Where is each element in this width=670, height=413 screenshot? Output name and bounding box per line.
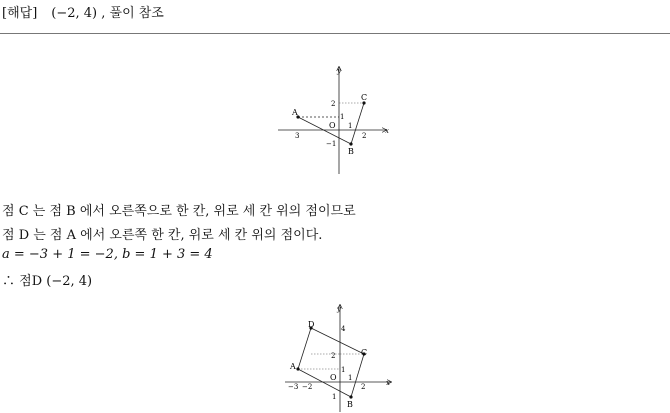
label-A: A [292, 108, 298, 117]
point-A [296, 367, 299, 370]
segment-DA [298, 328, 311, 369]
label-A: A [290, 362, 296, 371]
axis-label-x: x [386, 379, 390, 387]
label-C: C [361, 348, 368, 357]
segment-AB [298, 117, 351, 144]
tick-y-2: 2 [331, 100, 336, 108]
tick-y-4: 4 [341, 325, 346, 333]
tick-y-1: 1 [341, 366, 346, 374]
header-divider [0, 33, 670, 34]
label-D: D [308, 320, 315, 329]
segment-CD [311, 328, 364, 354]
axis-label-x: x [385, 127, 389, 135]
origin-label: O [329, 121, 336, 130]
tick-x-neg2: −2 [302, 383, 313, 391]
label-C: C [361, 93, 368, 102]
tick-x-neg3: −3 [288, 383, 299, 391]
label-B: B [348, 147, 354, 156]
tick-x-3: 3 [295, 132, 300, 140]
figure-1-coordinate-plane [276, 62, 396, 177]
figure-2-coordinate-plane [283, 300, 398, 413]
point-B [349, 395, 352, 398]
explanation-line-2: 점 D 는 점 A 에서 오른쪽 한 칸, 위로 세 칸 위의 점이다. [2, 228, 323, 243]
point-B [349, 142, 352, 145]
origin-label: O [330, 373, 337, 382]
conclusion-line: ∴ 점D (−2, 4) [2, 274, 93, 289]
tick-x-2: 2 [361, 383, 366, 391]
tick-x-1: 1 [348, 122, 353, 130]
explanation-line-1: 점 C 는 점 B 에서 오른쪽으로 한 칸, 위로 세 칸 위의 점이므로 [2, 204, 356, 219]
answer-tag: [해답] [2, 6, 38, 21]
answer-text: (−2, 4) , 풀이 참조 [51, 6, 164, 21]
tick-x-1: 1 [348, 374, 353, 382]
tick-x-2: 2 [362, 132, 367, 140]
axis-label-y: y [337, 67, 341, 75]
equation-line: a = −3 + 1 = −2, b = 1 + 3 = 4 [2, 247, 213, 262]
tick-y-neg1: 1 [332, 393, 337, 401]
tick-y-neg1: −1 [326, 140, 337, 148]
answer-header [2, 2, 164, 21]
tick-y-1: 1 [340, 113, 345, 121]
label-B: B [347, 400, 353, 409]
axis-label-y: y [337, 305, 341, 313]
tick-y-2: 2 [331, 352, 336, 360]
